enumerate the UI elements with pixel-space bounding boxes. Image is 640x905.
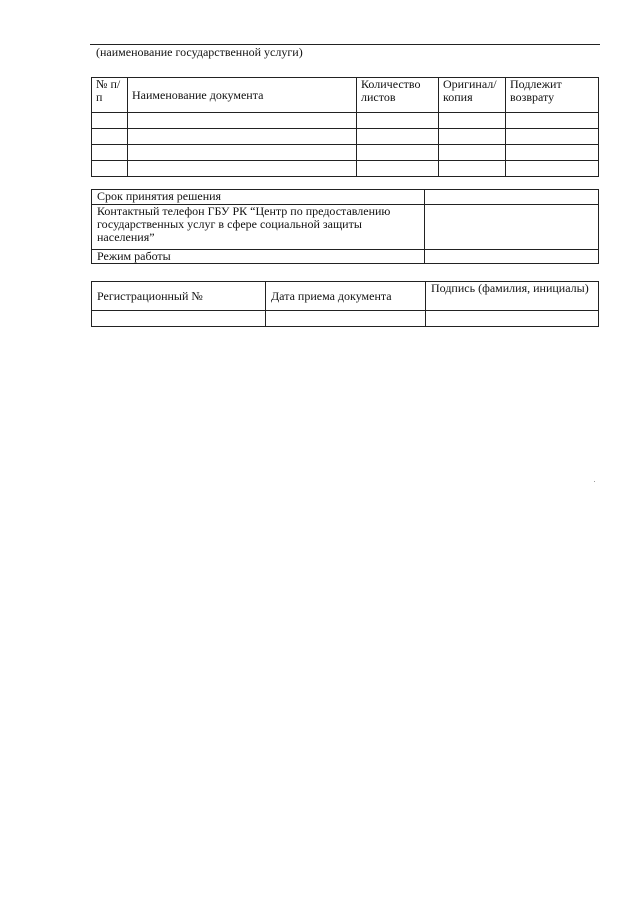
receipt-date-value[interactable] [266,311,426,327]
cell-to-return[interactable] [506,145,599,161]
header-document-name: Наименование документа [128,78,357,113]
cell-sheets[interactable] [357,129,439,145]
decision-term-value[interactable] [425,190,599,205]
table-row [92,311,599,327]
signature-value[interactable] [426,311,599,327]
table-row [92,113,599,129]
cell-sheets[interactable] [357,145,439,161]
reg-number-label: Регистрационный № [92,282,266,311]
documents-header-row [92,78,599,113]
cell-original-copy[interactable] [439,129,506,145]
service-name-caption: (наименование государственной услуги) [96,45,303,59]
cell-num[interactable] [92,161,128,177]
signature-label: Подпись (фамилия, инициалы) [426,282,599,311]
header-num: № п/п [92,78,128,113]
cell-num[interactable] [92,145,128,161]
documents-table [91,77,599,177]
cell-document-name[interactable] [128,161,357,177]
work-hours-value[interactable] [425,250,599,264]
cell-to-return[interactable] [506,129,599,145]
cell-to-return[interactable] [506,161,599,177]
table-row [92,145,599,161]
registration-table [91,281,599,327]
header-original-copy: Оригинал/ копия [439,78,506,113]
contact-phone-value[interactable] [425,205,599,250]
cell-num[interactable] [92,129,128,145]
header-sheets-count: Количество листов [357,78,439,113]
table-row [92,205,599,250]
registration-header-row [92,282,599,311]
contact-phone-label: Контактный телефон ГБУ РК “Центр по предоставлению государственных услуг в сфере социальной защиты населения” [92,205,425,250]
cell-original-copy[interactable] [439,113,506,129]
reg-number-value[interactable] [92,311,266,327]
table-row [92,250,599,264]
table-row [92,190,599,205]
cell-sheets[interactable] [357,161,439,177]
table-row [92,129,599,145]
cell-document-name[interactable] [128,113,357,129]
work-hours-label: Режим работы [92,250,425,264]
cell-sheets[interactable] [357,113,439,129]
header-to-return: Подлежит возврату [506,78,599,113]
cell-original-copy[interactable] [439,145,506,161]
scan-speck [594,481,595,482]
service-info-table [91,189,599,264]
table-row [92,161,599,177]
cell-document-name[interactable] [128,145,357,161]
cell-original-copy[interactable] [439,161,506,177]
decision-term-label: Срок принятия решения [92,190,425,205]
receipt-date-label: Дата приема документа [266,282,426,311]
cell-to-return[interactable] [506,113,599,129]
cell-num[interactable] [92,113,128,129]
cell-document-name[interactable] [128,129,357,145]
